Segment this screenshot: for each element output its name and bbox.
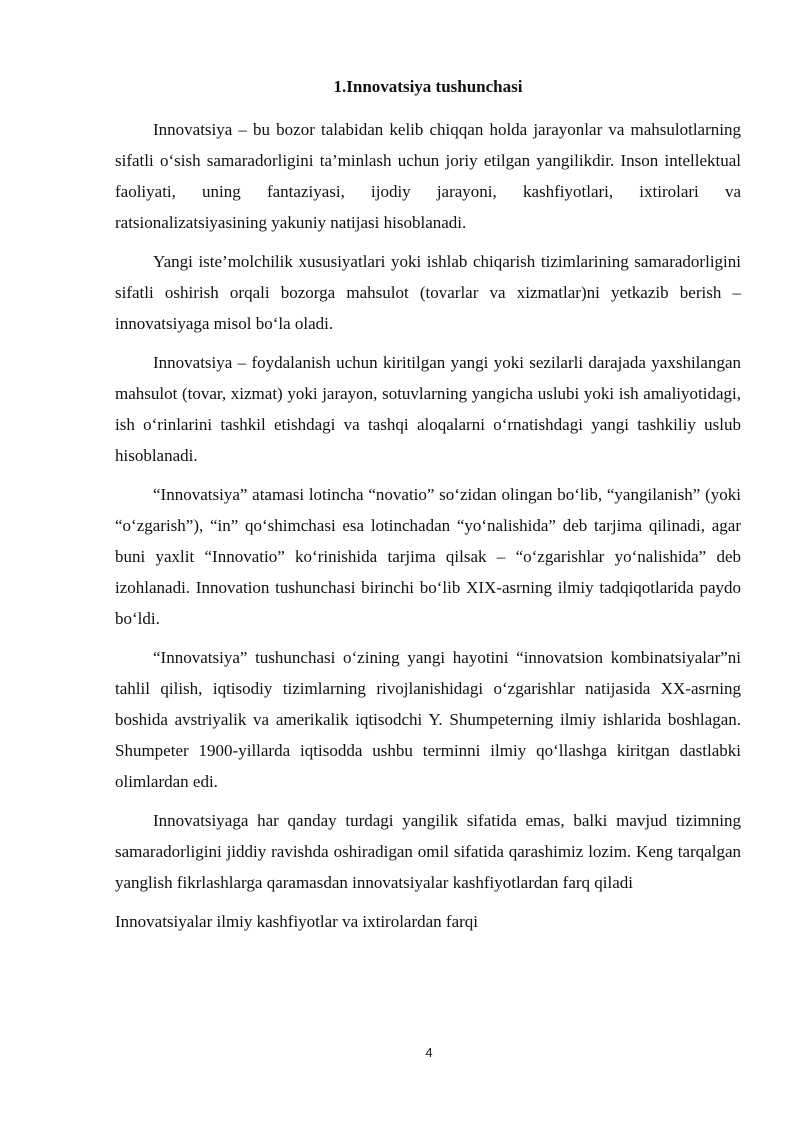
document-body	[115, 114, 741, 945]
subheading-differences: Innovatsiyalar ilmiy kashfiyotlar va ixtirolardan farqi	[115, 912, 479, 931]
paragraph-innovation-example: Yangi iste’molchilik xususiyatlari yoki ishlab chiqarish tizimlarining samaradorligini sifatli oshirish orqali bozorga mahsulot (tovarlar va xizmatlar)ni yetkazib berish – innovatsiyaga misol bo‘la oladi.	[115, 252, 741, 333]
paragraph-innovation-definition: Innovatsiya – bu bozor talabidan kelib chiqqan holda jarayonlar va mahsulotlarning sifatli o‘sish samaradorligini ta’minlash uchun joriy etilgan yangilikdir. Inson intellektual faoliyati, uning fantaziyasi, ijodiy jarayoni, kashfiyotlari, ixtirolari va ratsionalizatsiyasining yakuniy natijasi hisoblanadi.	[115, 120, 741, 232]
page-number: 4	[425, 1045, 433, 1060]
section-title: 1.Innovatsiya tushunchasi	[333, 77, 523, 96]
paragraph-innovation-efficiency: Innovatsiyaga har qanday turdagi yangilik sifatida emas, balki mavjud tizimning samaradorligini jiddiy ravishda oshiradigan omil sifatida qarashimiz lozim. Keng tarqalgan yanglish fikrlashlarga qaramasdan innovatsiyalar kashfiyotlardan farq qiladi	[115, 811, 741, 892]
paragraph-schumpeter: “Innovatsiya” tushunchasi o‘zining yangi hayotini “innovatsion kombinatsiyalar”ni tahlil qilish, iqtisodiy tizimlarning rivojlanishidagi o‘zgarishlar natijasida XX-asrning boshida avstriyalik va amerikalik iqtisodchi Y. Shumpeterning ilmiy ishlarida boshlagan. Shumpeter 1900-yillarda iqtisodda ushbu terminni ilmiy qo‘llashga kiritgan dastlabki olimlardan edi.	[115, 648, 741, 791]
paragraph-innovation-product-process: Innovatsiya – foydalanish uchun kiritilgan yangi yoki sezilarli darajada yaxshilangan mahsulot (tovar, xizmat) yoki jarayon, sotuvlarning yangicha uslubi yoki ish amaliyotidagi, ish o‘rinlarini tashkil etishdagi va tashqi aloqalarni o‘rnatishdagi yangi tashkiliy uslub hisoblanadi.	[115, 353, 741, 465]
paragraph-term-etymology: “Innovatsiya” atamasi lotincha “novatio” so‘zidan olingan bo‘lib, “yangilanish” (yoki “o‘zgarish”), “in” qo‘shimchasi esa lotinchadan “yo‘nalishida” deb tarjima qilinadi, agar buni yaxlit “Innovatio” ko‘rinishida tarjima qilsak – “o‘zgarishlar yo‘nalishida” deb izohlanadi. Innovation tushunchasi birinchi bo‘lib XIX-asrning ilmiy tadqiqotlarida paydo bo‘ldi.	[115, 485, 741, 628]
